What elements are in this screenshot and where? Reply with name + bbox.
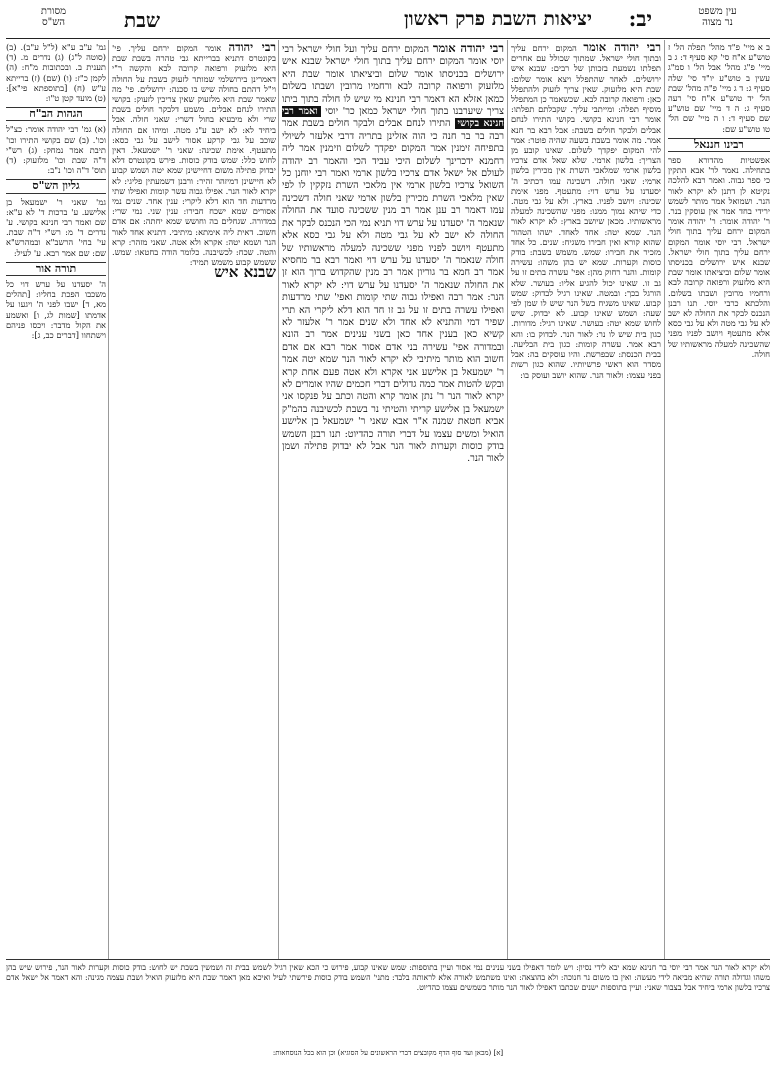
rashi-text: המקום ירחם עליך ובתוך חולי ישראל. שמתוך שכולל עם אחרים תפלתו נשמעת בזכותן של רבים: שבנא איש ירושלים. לאחר שהתפלל ויצא אומר שלום: שבת היא מלזעוק. שאין צריך לזעוק ולהתפלל כאן: ורפואה קרובה לבא. שכשאמר כן המתפלל מוסיף תפלה: ומייתבי עליך. שקבלתם תפלתו: אומר רבי חנינא בקושי. בקושי התירו לנחם אבלים ולבקר חולים בשבת: אבל רבא בר חנא אמר. מה אומר בשבת בשעה שהיה פוטר: אמר להי המקום יפקדך לשלום. שאינו קובע מן הצריך: בלשון ארמי. שלא שאל אדם צרכיו בלשון ארמי שמלאכי השרת אין מכירין בלשון ארמי: שאני חולה. דשכינה עמו דכתיב ה' יסעדנו על ערש דוי: מתעטף. מפני אימת שכינה: ויושב לפניו. בארץ. ולא על גבי מטה. כדי שיהא נמוך ממנו: מפני שהשכינה למעלה מראשותיו. מכאן שיושב בארץ: לא יקרא לאור הנר. שמא יטה: אחד לאחד. ישהו הטהור שהוא קורא ואין חבירו משגיח: שנים. כל אחד מזכיר את חבירו: שמש. משמש בשבת: בודק כוסות וקערות. שמא יש בהן משהו: עשירה קומות. והנר רחוק מהן: אפי' עשרה בתים זו על גב זו. שאינו יכול להגיע אליו: בעושר. שלא הורגל בכך: ובמטה. שאינו רגיל לבדוק: שמש קבוע. שאינו משגיח בשל הנר שיש לו שמן לפי שעה: ושמש שאינו קבוע. לא יבדוק. שיש לחוש שמא יטה: בעושר. שאינו רגיל: מדורות. כגון בית שיש לו נר: לאור הנר. לבדוק בו: והא רבא אמר. עשרה קומות: כגון בית הבליעה. בבית הכנסת: שבפרשת. והיו עוסקים בה: אבל מסדר הוא ראשי פרשיותיו. שהוא כגון רשות בפני עצמו: ולאור הנר. שהוא יושב ועוסק בו: — [511, 43, 661, 380]
masoret-text: גמ' ע"ב ע"א (ל"ל ע"ב). (ב) (סוטה ל"ג) (ג) נדרים מ. (ד) תענית ב. ובכתובות מ"ח: (ה) לקמן כ"ז: (ו) (שם) (ז) ברייתא ע"ש (ח) [בתוספתא פי"א]: (ט) מועד קטן ט"ו: — [6, 42, 106, 104]
hagahot-habach-text: (א) גמ' רבי יהודה אומר: כצ"ל וכו'. (ב) שם בקושי התירו וכו' תיבת אמר נמחק: (ג) רש"י ד"ה שבת וכו' מלזעוק: (ד) תוס' ד"ה וכו' נ"ב: — [6, 124, 106, 176]
rashi-column — [511, 42, 661, 960]
column-divider — [278, 40, 279, 959]
bottom-commentary-text: ולא יקרא לאור הנר אמר רבי יוסי בר חנינא שמא יבא לידי נסיון: ויש לומר דאפילו בשני ענינים נמי אסור ועיין בתוספות: שמש שאינו קבוע, פירוש כי הכא שאין רגיל לשמש בבית זה ושמשין בשבת יש לחוש: בודק כוסות וקערות לאור הנר, פירוש שיש בהן משהו וגדולה תורה שהיא מביאה לידי מעשה: ואין בו משום נר חנוכה: ולא בהוצאה: ואינו משתמש לאורה אלא לראותה בלבד: מתני' השמש בודק כוסות פירשתי לעיל ואיכא מאן דאמר שבת היא מלזעוק הואיל ושבת עצמה מגינה: והא דאמר אל ישאל אדם צרכיו בלשון ארמי ביחיד אבל בצבור שאני: ועיין בתוספות ישנים שכתבו דאפילו לאור הנר מותר כשמשים עצמו כהדיוט. — [6, 963, 770, 992]
chapter-title: יציאות השבת פרק ראשון — [403, 8, 592, 30]
tosafot-lead-word: רבי יהודה — [228, 42, 276, 54]
gemara-text-1: המקום ירחם עליך ועל חולי ישראל רבי יוסי אומר המקום ירחם עליך בתוך חולי ישראל שבנא איש ירושלים בכניסתו אומר שלום וביציאתו אומר שבת היא מלזעוק ורפואה קרובה לבא ורחמיו מרובין ושבתו בשלום כמאן אזלא הא דאמר רבי חנינא מי שיש לו חולה בתוך ביתו צריך שיערבנו בתוך חולי ישראל כמאן כר' יוסי — [282, 44, 504, 118]
bottom-commentary — [6, 959, 770, 1045]
column-divider — [507, 40, 508, 959]
rashi-lead-word: רבי יהודה אומר — [583, 42, 661, 54]
tosafot-column — [112, 42, 276, 960]
ein-mishpat-text: ב א מיי' פ"ד מהל' תפלה הל' ז טוש"ע א"ח סי' קא סעיף ד: ג ב מיי' פ"ג מהל' אבל הל' ו סמ"ג עשין ב טוש"ע יו"ד סי' שלה סעיף ג: ד ג מיי' פ"ה מהל' שבת הל' יד טוש"ע א"ח סי' רעה סעיף ג: ה ד מיי' שם טוש"ע שם סעיף ד: ו ה מיי' שם הל' טו טוש"ע שם: — [668, 42, 770, 134]
tosafot-text: אומר המקום ירחם עליך. פי' בקונטרס דתניא בברייתא גבי טהרה בשבת שבת היא מלזעוק ורפואה קרובה לבא והקשה ר"י דאמרינן בירושלמי שמותר לזעוק בשבת על החולה וי"ל דהתם בחולה שיש בו סכנה: ירושלים. פי' מה שאמר שבת היא מלזעוק שאין צריכין לזעוק: בקושי התירו לנחם אבלים. משמע דלבקר חולים בשבת שרי ולא מיבעיא בחול דשרי: שאני חולה. אבל ביחיד לא: לא ישב ע"ג מטה. ומיהו אם החולה שוכב על גבי קרקע אסור לישב על גבי כסא: מתעטף. אימת שכינה: שאני ר' ישמעאל. דאין לחוש כלל: שמש בודק כוסות. פירש בקונטרס דלא יבדוק פתילה משום דחיישינן שמא יטה ושמש קבוע לא חיישינן דמיזהר זהיר: ורבנן דשמעתין פליגי: לא יקרא לאור הנר. אפילו גבוה עשר קומות ואפילו שתי מרדעות חד הוא דלא ליקרי: ענין אחד. שנים נמי אסורים שמא ישכח חבירו: ענין שני. נמי שרי: במדורה. שגחלים בה וחושש שמא יחתה: אם אדם חשוב. דאית ליה אימתא: מיתיבי. דתניא אחד לאור הנר ושמא יטה: אקרא ולא אטה. שאני מזהר: קרא והטה. שכח: לכשיבנה. כלומר הודה בחטאו: שמש. ששמש קבוע משמש תמיד: — [112, 43, 276, 268]
daf-number: יב: — [628, 6, 652, 31]
gemara-text-2: התירו לנחם אבלים ולבקר חולים בשבת אמר רבה בר בר חנה כי הוה אזלינן בתריה דרבי אלעזר לשיולי בתפיחה זימנין אמר המקום יפקדך לשלום וזימנין אמר ליה רחמנא ידכרינך לשלום היכי עביד הכי והאמר רב יהודה לעולם אל ישאל אדם צרכיו בלשון ארמי ואמר רבי יוחנן כל השואל צרכיו בלשון ארמי אין מלאכי השרת נזקקין לו לפי שאין מלאכי השרת מכירין בלשון ארמי שאני חולה דשכינה עמו דאמר רב ענן אמר רב מנין ששכינה סועד את החולה שנאמר ה' יסעדנו על ערש דוי תניא נמי הכי הנכנס לבקר את החולה לא ישב לא על גבי מטה ולא על גבי כסא אלא מתעטף ויושב לפניו מפני ששכינה למעלה מראשותיו של חולה שנאמר ה' יסעדנו על ערש דוי ואמר רבא בר מחסיא אמר רב חמא בר גוריון אמר רב מנין שהקדוש ברוך הוא זן את החולה שנאמר ה' יסעדנו על ערש דוי: לא יקרא לאור הנר: אמר רבה ואפילו גבוה שתי קומות ואפי' שתי מרדעות ואפילו עשרה בתים זו על גב זו חד הוא דלא ליקרי הא תרי שפיר דמי והתניא לא אחד ולא שנים אמר ר' אלעזר לא קשיא כאן בענין אחד כאן בשני ענינים אמר רב הונא ובמדורה אפי' עשירה בני אדם אסור אמר רבא אם אדם חשוב הוא מותר מיתיבי לא יקרא לאור הנר שמא יטה אמר ר' ישמעאל בן אלישע אני אקרא ולא אטה פעם אחת קרא ובקש להטות אמר כמה גדולים דברי חכמים שהיו אומרים לא יקרא לאור הנר ר' נתן אומר קרא והטה וכתב על פנקסו אני ישמעאל בן אלישע קריתי והטיתי נר בשבת לכשיבנה בהמ"ק אביא חטאת שמנה א"ר אבא שאני ר' ישמעאל בן אלישע הואיל ומשים עצמו על דברי תורה כהדיוט: תנו רבנן השמש בודק כוסות וקערות לאור הנר אבל לא יבדוק פתילה ושמן לאור הנר. — [282, 118, 504, 465]
column-divider — [108, 40, 109, 959]
tosafot-dibur-hamatchil: שבנא איש — [214, 263, 276, 282]
page-header — [6, 4, 770, 39]
ein-mishpat-column — [668, 42, 770, 960]
gilyon-hashas-title: גליון הש"ס — [6, 179, 106, 193]
gemara-lead-word: רבי יהודה אומר — [432, 42, 504, 55]
masoret-label: מסורת הש"ס — [40, 6, 67, 28]
gilyon-hashas-text: גמ' שאני ר' ישמעאל בן אלישע. ע' ברכות ד' לא ע"א: שם ואמר רבי חנינא בקושי. ע' נדרים ד' מ: רש"י ד"ה שבת. עי' בחי' הרשב"א ובמהרש"א שם: שם אמר רבא. ע' לעיל: — [6, 196, 106, 258]
torah-or-title: תורה אור — [6, 262, 106, 276]
hagahot-habach-title: הגהות הב"ח — [6, 107, 106, 121]
gemara-boxed-phrase: ואמר רבי חנינא בקושי — [282, 106, 504, 130]
column-divider — [664, 40, 665, 959]
rabbeinu-chananel-text: אפשטיות מהדורא ספר בתחילה. נאמר לר' אבא התקין כי ספר גבוה. ואמר רבא להלכה נקיטא לן דתנן לא יקרא לאור הנר. ושמואל אמר מותר לשמש ירידי בחד אמר אין עוסקין בנר. ר' יהודה אומר: ר' יהודה אומר המקום ירחם עליך בתוך חולי ישראל. רבי יוסי אומר המקום ירחם עליך בתוך חולי ישראל. שבנא איש ירושלים בכניסתו אומר שלום וביציאתו אומר שבת היא מלזעוק ורפואה קרובה לבא ורחמיו מרובין ושבתו בשלום. והלכתא כרבי יוסי. תנו רבנן הנכנס לבקר את החולה לא ישב לא על גבי מטה ולא על גבי כסא אלא מתעטף ויושב לפניו מפני שהשכינה למעלה מראשותיו של חולה. — [668, 155, 770, 359]
masoret-column — [6, 42, 106, 960]
ein-mishpat-label: עין משפט נר מצוה — [698, 6, 737, 28]
rabbeinu-chananel-title: רבינו חננאל — [668, 138, 770, 152]
gemara-column — [282, 42, 504, 960]
page-footer-note: [א] (מכאן ועד סוף הדף מקובצים דברי הראשונים על הסוגיא) וכן הוא בכל הנוסחאות: — [272, 1049, 504, 1057]
torah-or-text: ה' יסעדנו על ערש דוי כל משכבו הפכת בחליו: [תהלים מא, ד] ישבו לפני ה' ויגעו על אדמתו [שמות לג, ו] ואשמע את הקול מדבר: ויכסו פניהם וישתחוו [דברים כב, ג]: — [6, 279, 106, 341]
tractate-title: שבת — [124, 8, 160, 32]
